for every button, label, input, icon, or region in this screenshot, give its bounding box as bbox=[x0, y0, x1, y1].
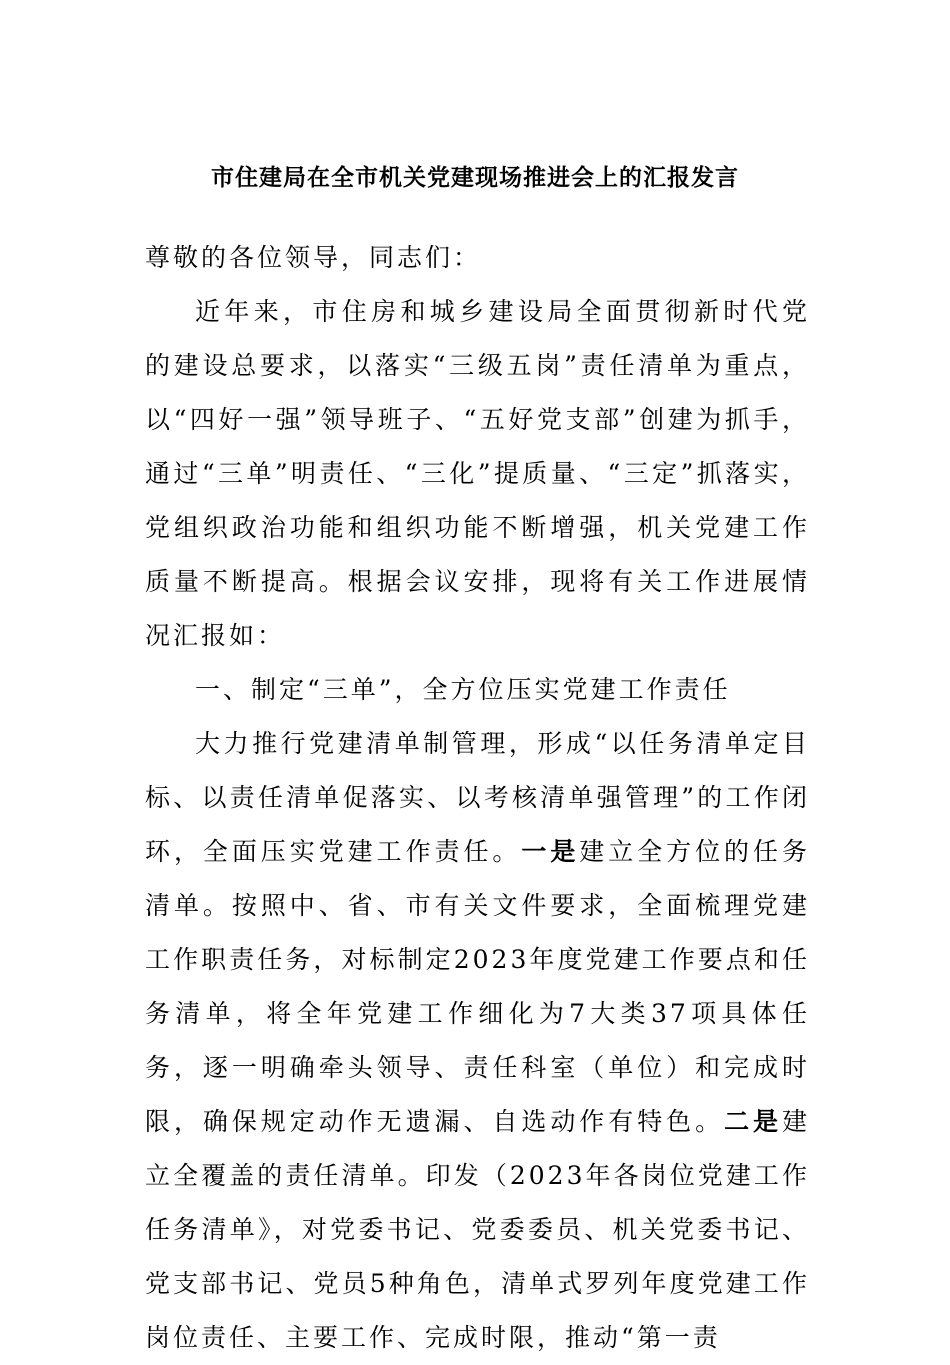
page-title: 市住建局在全市机关党建现场推进会上的汇报发言 bbox=[211, 164, 739, 191]
salutation: 尊敬的各位领导，同志们： bbox=[145, 243, 482, 272]
intro-paragraph: 近年来，市住房和城乡建设局全面贯彻新时代党的建设总要求，以落实“三级五岗”责任清单为重点，以“四好一强”领导班子、“五好党支部”创建为抓手，通过“三单”明责任、“三化”提质量、“三定”抓落实，党组织政治功能和组织功能不断增强，机关党建工作质量不断提高。根据会议安排，现将有关工作进展情况汇报如： bbox=[145, 297, 810, 650]
emphasis-lead: 二是 bbox=[724, 1107, 782, 1136]
emphasis-lead: 一是 bbox=[521, 837, 580, 866]
section-paragraph bbox=[145, 717, 810, 1365]
paragraph-text: 建立全方位的任务清单。按照中、省、市有关文件要求，全面梳理党建工作职责任务，对标制定2023年度党建工作要点和任务清单，将全年党建工作细化为7大类37项具体任务，逐一明确牵头领导、责任科室（单位）和完成时限，确保规定动作无遗漏、自选动作有特色。 bbox=[145, 837, 810, 1136]
paragraph-text: 大力推行党建清单制管理，形成“以任务清单定目标、以责任清单促落实、以考核清单强管理”的工作闭环，全面压实党建工作责任。 bbox=[145, 729, 810, 866]
document-body bbox=[145, 231, 810, 1365]
section-heading: 一、制定“三单”，全方位压实党建工作责任 bbox=[195, 675, 731, 704]
paragraph-text: 建立全覆盖的责任清单。印发（2023年各岗位党建工作任务清单》，对党委书记、党委委员、机关党委书记、党支部书记、党员5种角色，清单式罗列年度党建工作岗位责任、主要工作、完成时限，推动“第一责 bbox=[145, 1107, 810, 1352]
